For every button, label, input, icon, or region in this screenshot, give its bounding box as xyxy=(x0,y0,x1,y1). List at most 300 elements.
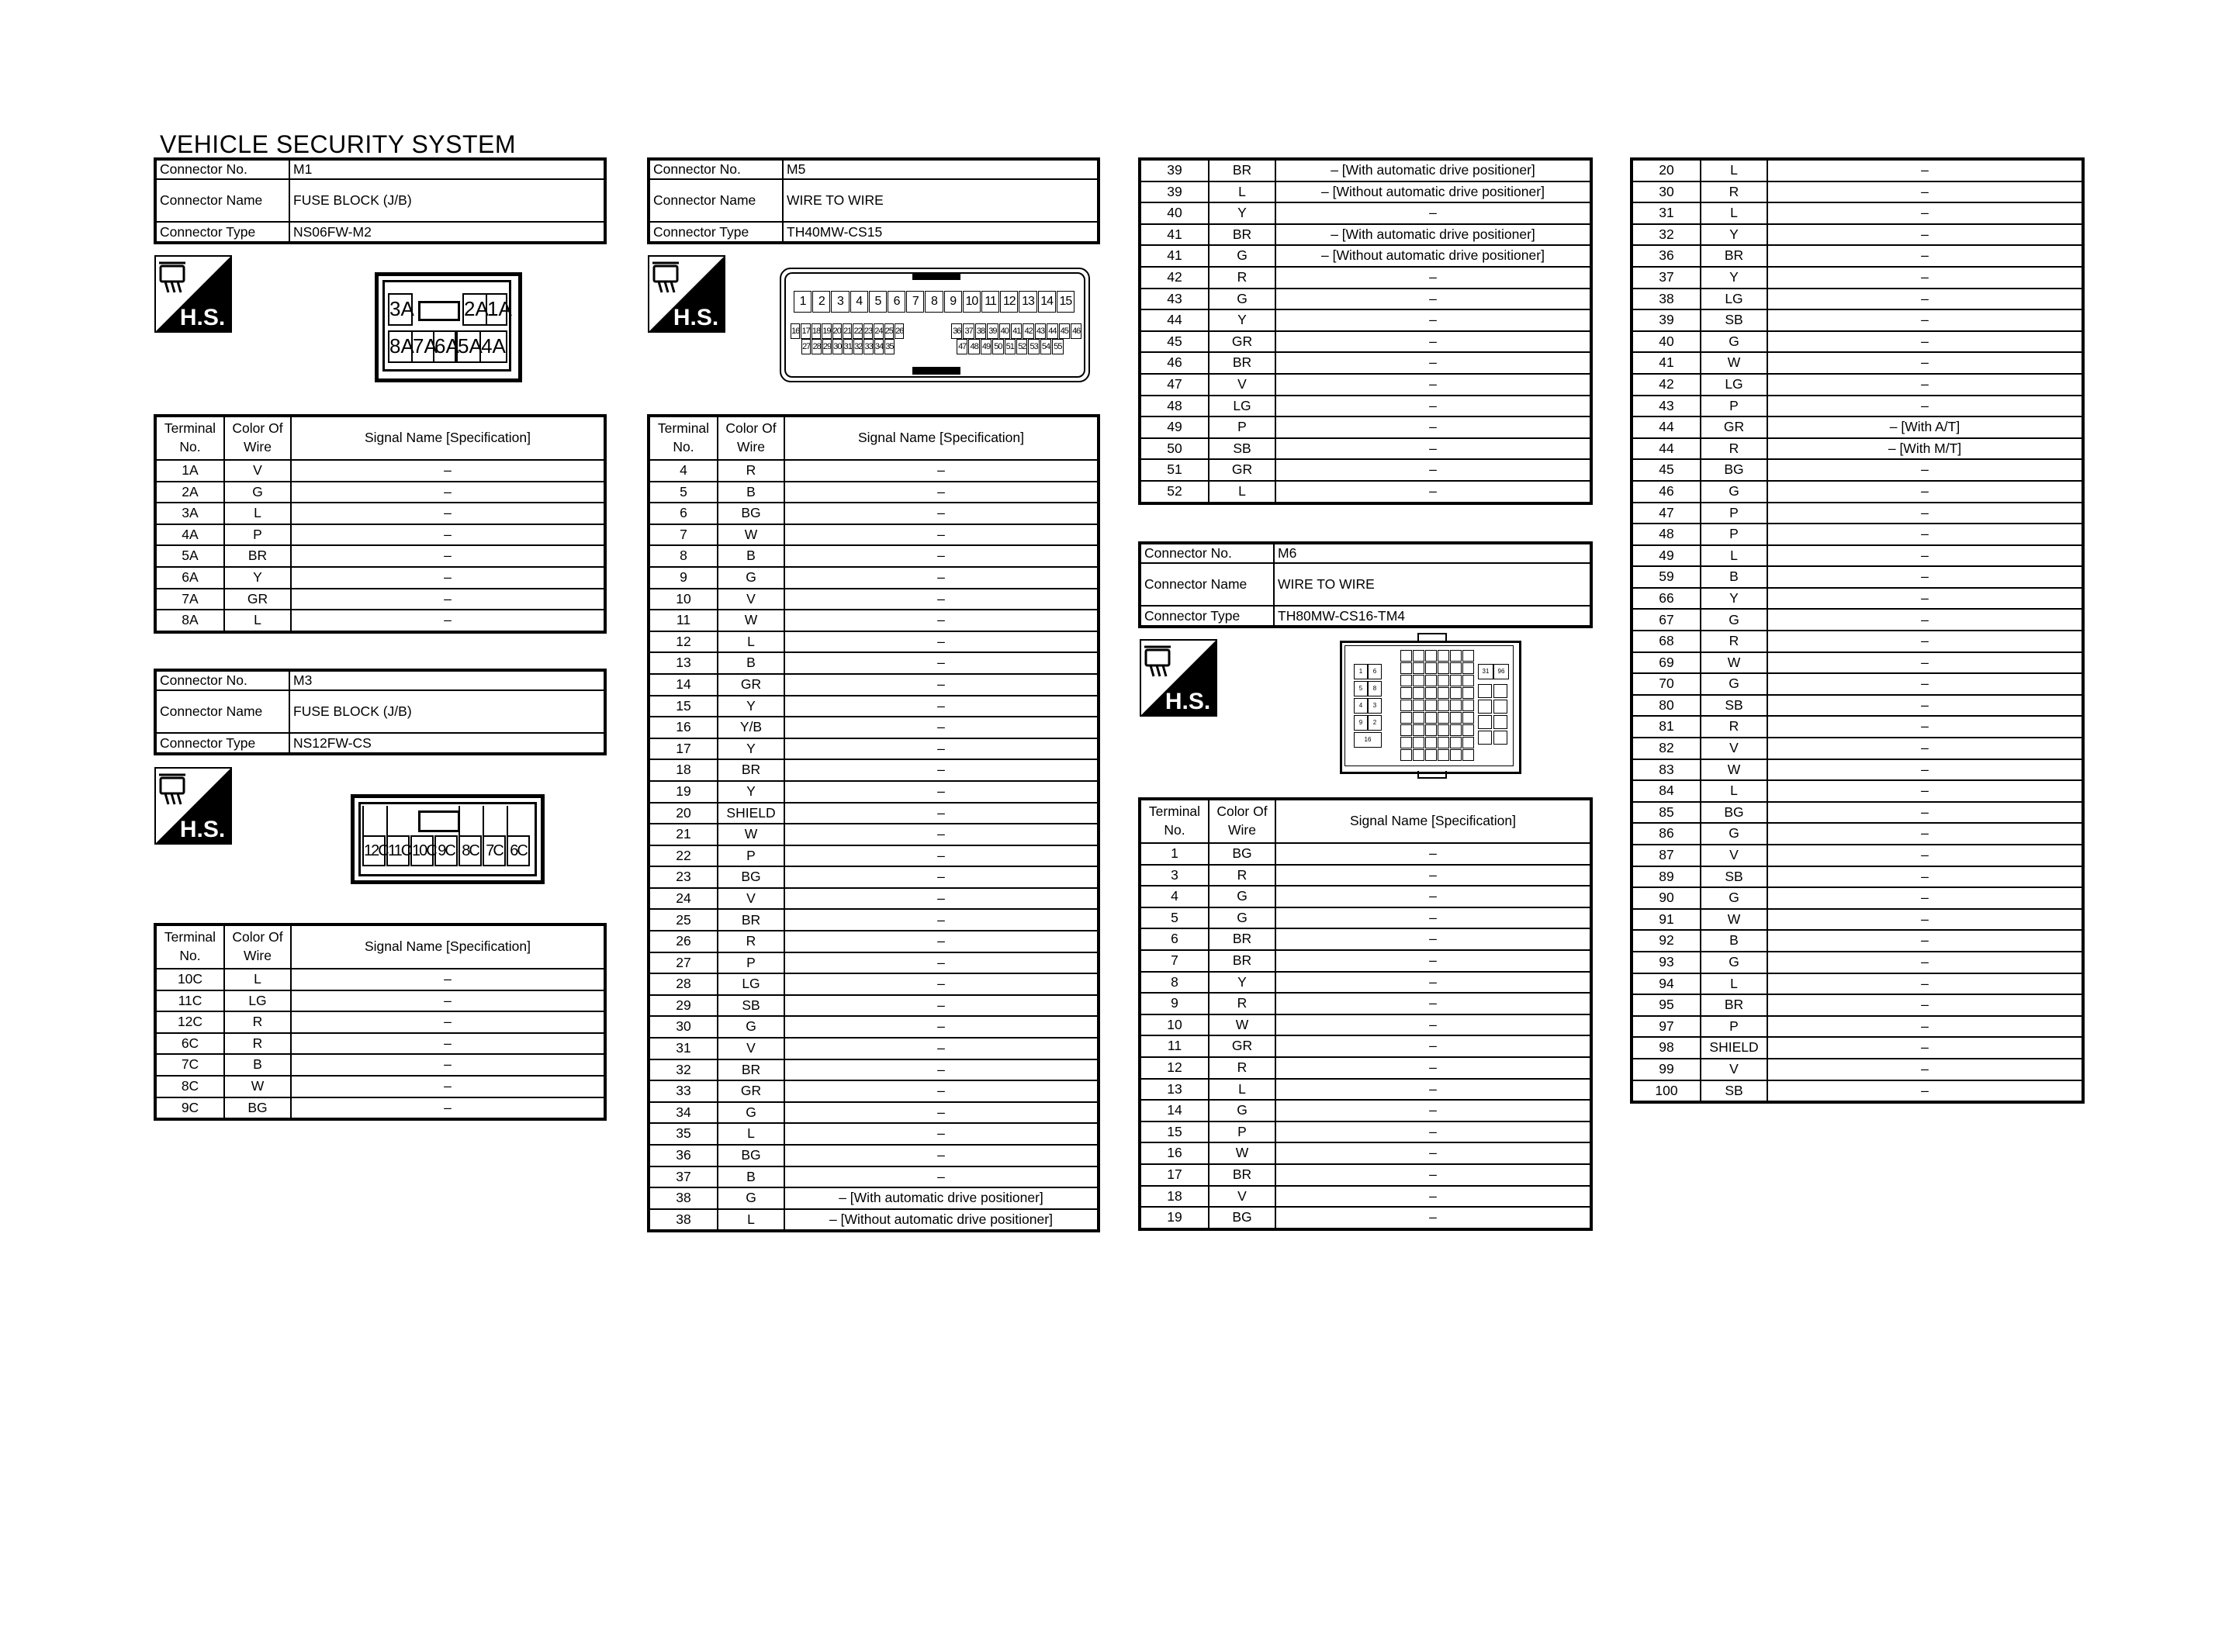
terminal-no: 45 xyxy=(1632,459,1701,481)
table-row xyxy=(1632,631,2083,652)
wire-color: P xyxy=(718,845,784,867)
terminal-no: 59 xyxy=(1632,566,1701,588)
signal-name: – xyxy=(784,717,1099,738)
wire-color: R xyxy=(1209,993,1275,1014)
wire-color: V xyxy=(1701,738,1767,759)
terminal-no: 37 xyxy=(649,1166,718,1188)
table-row xyxy=(649,545,1099,567)
terminal-no: 86 xyxy=(1632,823,1701,845)
signal-name: – xyxy=(784,589,1099,610)
pin-49: 49 xyxy=(981,339,991,354)
table-row xyxy=(649,1187,1099,1209)
signal-name: – xyxy=(784,631,1099,653)
signal-name: – xyxy=(784,1145,1099,1166)
pin-45: 45 xyxy=(1059,323,1070,339)
hs-label: H.S. xyxy=(1164,689,1211,714)
cavity xyxy=(362,806,364,835)
signal-name: – xyxy=(1275,202,1591,224)
terminal-no: 14 xyxy=(649,674,718,696)
wire-color: P xyxy=(224,524,291,546)
terminal-no: 85 xyxy=(1632,802,1701,824)
signal-name: – xyxy=(1275,438,1591,460)
signal-name: – [Without automatic drive positioner] xyxy=(1275,245,1591,267)
signal-name: – xyxy=(1275,289,1591,310)
wire-color: L xyxy=(1701,973,1767,995)
m6-terminal-table-continued xyxy=(1630,157,2085,1104)
connector-no: M3 xyxy=(289,670,605,690)
wire-color: R xyxy=(224,1011,291,1033)
terminal-no: 91 xyxy=(1632,909,1701,931)
table-row xyxy=(1632,952,2083,973)
pin-7C: 7C xyxy=(483,835,506,866)
signal-name: – xyxy=(1767,930,2083,952)
terminal-no: 30 xyxy=(649,1016,718,1038)
wire-color: G xyxy=(1209,289,1275,310)
cavity xyxy=(386,806,388,835)
signal-name: – xyxy=(1767,759,2083,781)
terminal-no: 8 xyxy=(649,545,718,567)
terminal-no: 36 xyxy=(649,1145,718,1166)
terminal-no: 67 xyxy=(1632,609,1701,631)
signal-name: – xyxy=(1767,352,2083,374)
table-row xyxy=(1632,780,2083,802)
pin-cell xyxy=(1462,737,1474,748)
pin-cell xyxy=(1400,724,1412,736)
table-row xyxy=(1632,438,2083,460)
pin-1A: 1A xyxy=(486,293,507,326)
terminal-no: 42 xyxy=(1632,374,1701,396)
wire-color: SB xyxy=(718,995,784,1017)
pin-5: 5 xyxy=(869,291,887,313)
pin-cell xyxy=(1400,687,1412,699)
table-row xyxy=(1632,1080,2083,1103)
pin-cell xyxy=(1462,749,1474,761)
table-row xyxy=(649,1102,1099,1124)
signal-name: – xyxy=(1275,843,1591,865)
signal-name: – xyxy=(1767,823,2083,845)
wire-color: Y xyxy=(718,738,784,760)
signal-name: – xyxy=(1767,1080,2083,1103)
wire-color: W xyxy=(718,610,784,631)
pin-47: 47 xyxy=(957,339,967,354)
table-row xyxy=(1632,267,2083,289)
signal-name: – xyxy=(291,460,605,482)
table-row xyxy=(649,1080,1099,1102)
terminal-no: 1A xyxy=(155,460,224,482)
terminal-no: 10 xyxy=(1140,1014,1209,1036)
table-row xyxy=(1140,159,1591,181)
cavity xyxy=(459,806,460,835)
terminal-no: 70 xyxy=(1632,673,1701,695)
wire-color: BR xyxy=(1209,950,1275,972)
signal-name: – xyxy=(1767,309,2083,331)
table-row xyxy=(649,952,1099,974)
terminal-no: 12C xyxy=(155,1011,224,1033)
pin-cell xyxy=(1478,684,1492,698)
cavity xyxy=(507,806,508,835)
wire-color: GR xyxy=(718,1080,784,1102)
wire-color: GR xyxy=(1209,1035,1275,1057)
connector-name: WIRE TO WIRE xyxy=(1274,563,1591,606)
signal-name: – xyxy=(784,545,1099,567)
connector-type-label: Connector Type xyxy=(649,222,783,243)
connector-type-label: Connector Type xyxy=(155,222,289,243)
table-row xyxy=(649,717,1099,738)
pin-cell xyxy=(1425,712,1437,724)
pin-52: 52 xyxy=(1016,339,1027,354)
terminal-no: 32 xyxy=(649,1059,718,1081)
pin-cell xyxy=(1478,715,1492,729)
connector-type: NS12FW-CS xyxy=(289,733,605,754)
signal-name: – xyxy=(784,460,1099,482)
pin-25: 25 xyxy=(884,323,894,339)
wire-color: V xyxy=(718,589,784,610)
pin-8C: 8C xyxy=(459,835,482,866)
signal-name: – xyxy=(291,482,605,503)
signal-name: – xyxy=(784,567,1099,589)
wire-color: G xyxy=(1209,886,1275,907)
wire-color: SHIELD xyxy=(718,803,784,824)
signal-name: – xyxy=(1767,374,2083,396)
terminal-no: 44 xyxy=(1140,309,1209,331)
wire-color: R xyxy=(718,460,784,482)
terminal-no: 33 xyxy=(649,1080,718,1102)
connector-type-label: Connector Type xyxy=(1140,606,1274,627)
wire-color: SB xyxy=(1209,438,1275,460)
wire-color: G xyxy=(718,567,784,589)
terminal-no: 44 xyxy=(1632,438,1701,460)
pin-3: 3 xyxy=(831,291,849,313)
wire-color: LG xyxy=(718,973,784,995)
pin-53: 53 xyxy=(1028,339,1039,354)
signal-name: – xyxy=(1275,331,1591,353)
pin-12: 12 xyxy=(1000,291,1018,313)
pin-32: 32 xyxy=(853,339,863,354)
wire-color: BR xyxy=(718,909,784,931)
pin-cell xyxy=(1425,675,1437,686)
wire-color: BG xyxy=(718,866,784,888)
signal-name: – xyxy=(784,524,1099,546)
pin-50: 50 xyxy=(992,339,1003,354)
terminal-no: 18 xyxy=(649,759,718,781)
signal-name: – xyxy=(784,888,1099,910)
wire-color: BG xyxy=(1209,843,1275,865)
table-row xyxy=(1632,866,2083,888)
pin-cell xyxy=(1438,662,1449,674)
connector-type: NS06FW-M2 xyxy=(289,222,605,243)
table-row xyxy=(1632,994,2083,1016)
signal-name: – xyxy=(784,1080,1099,1102)
table-row xyxy=(1140,396,1591,417)
latch-top xyxy=(1417,633,1447,642)
signal-header: Signal Name [Specification] xyxy=(1275,799,1591,843)
terminal-no: 14 xyxy=(1140,1100,1209,1121)
pin-1: 1 xyxy=(1354,664,1368,679)
signal-name: – xyxy=(1767,673,2083,695)
terminal-no: 5A xyxy=(155,545,224,567)
wire-color: V xyxy=(1209,374,1275,396)
signal-name: – xyxy=(291,969,605,990)
pin-cell xyxy=(1450,662,1462,674)
wire-color: P xyxy=(1701,1016,1767,1038)
terminal-no: 42 xyxy=(1140,267,1209,289)
signal-name: – xyxy=(784,845,1099,867)
wire-color: L xyxy=(718,631,784,653)
pin-5A: 5A xyxy=(456,330,481,363)
pin-cell xyxy=(1438,749,1449,761)
wire-color: V xyxy=(224,460,291,482)
terminal-no: 93 xyxy=(1632,952,1701,973)
table-row xyxy=(1140,1207,1591,1229)
signal-name: – xyxy=(1767,1016,2083,1038)
signal-name: – xyxy=(784,1038,1099,1059)
table-row xyxy=(1140,416,1591,438)
wire-color: W xyxy=(1701,352,1767,374)
signal-name: – xyxy=(1767,545,2083,567)
wire-color: R xyxy=(1209,865,1275,886)
connector-no-label: Connector No. xyxy=(1140,543,1274,563)
pin-cell xyxy=(1493,684,1507,698)
terminal-no: 13 xyxy=(649,652,718,674)
pin-19: 19 xyxy=(822,323,831,339)
wire-color: G xyxy=(1701,331,1767,353)
table-row xyxy=(649,1016,1099,1038)
terminal-no: 16 xyxy=(1140,1142,1209,1164)
pin-48: 48 xyxy=(968,339,979,354)
wire-color: R xyxy=(224,1033,291,1055)
terminal-no: 16 xyxy=(649,717,718,738)
signal-name: – xyxy=(784,803,1099,824)
table-row xyxy=(1632,289,2083,310)
signal-name: – [With A/T] xyxy=(1767,416,2083,438)
pin-33: 33 xyxy=(863,339,873,354)
wire-color: L xyxy=(1209,481,1275,503)
wire-color: L xyxy=(718,1123,784,1145)
terminal-no: 40 xyxy=(1140,202,1209,224)
pin-22: 22 xyxy=(853,323,862,339)
terminal-no: 20 xyxy=(649,803,718,824)
terminal-no: 8 xyxy=(1140,972,1209,994)
signal-name: – xyxy=(1275,928,1591,950)
pin-18: 18 xyxy=(812,323,821,339)
table-row xyxy=(155,460,605,482)
signal-name: – xyxy=(1275,865,1591,886)
wire-color: B xyxy=(718,482,784,503)
pin-15: 15 xyxy=(1057,291,1075,313)
wire-color: Y xyxy=(1701,224,1767,246)
terminal-no: 44 xyxy=(1632,416,1701,438)
wire-color: V xyxy=(1701,1059,1767,1080)
signal-name: – xyxy=(784,866,1099,888)
table-row xyxy=(1140,1142,1591,1164)
table-row xyxy=(1140,267,1591,289)
terminal-no: 41 xyxy=(1140,224,1209,246)
pin-36: 36 xyxy=(951,323,962,339)
signal-name: – xyxy=(1767,631,2083,652)
terminal-no: 49 xyxy=(1140,416,1209,438)
connector-type: TH40MW-CS15 xyxy=(783,222,1099,243)
signal-header: Signal Name [Specification] xyxy=(784,416,1099,460)
terminal-no: 87 xyxy=(1632,845,1701,866)
wire-color: L xyxy=(224,503,291,524)
wire-color: P xyxy=(1209,1121,1275,1143)
signal-name: – xyxy=(1767,652,2083,674)
terminal-no: 100 xyxy=(1632,1080,1701,1103)
wire-color: BR xyxy=(224,545,291,567)
table-row xyxy=(1140,1014,1591,1036)
wire-color: P xyxy=(718,952,784,974)
wire-color: BG xyxy=(718,1145,784,1166)
m1-connector-face xyxy=(375,272,522,382)
pin-cell xyxy=(1400,737,1412,748)
signal-name: – xyxy=(1767,588,2083,610)
wire-color: Y xyxy=(1209,972,1275,994)
wire-color: B xyxy=(718,652,784,674)
signal-name: – xyxy=(1767,887,2083,909)
pin-cell xyxy=(1438,700,1449,711)
pin-37: 37 xyxy=(963,323,974,339)
terminal-no: 24 xyxy=(649,888,718,910)
signal-name: – xyxy=(1275,1164,1591,1186)
m6-connector-face xyxy=(1340,633,1521,780)
table-row xyxy=(1632,609,2083,631)
terminal-no: 23 xyxy=(649,866,718,888)
cavity xyxy=(483,806,484,835)
terminal-no: 41 xyxy=(1140,245,1209,267)
wire-color: GR xyxy=(1209,331,1275,353)
table-row xyxy=(649,589,1099,610)
wire-color: L xyxy=(224,969,291,990)
terminal-no: 19 xyxy=(649,781,718,803)
terminal-no: 3A xyxy=(155,503,224,524)
table-row xyxy=(1140,202,1591,224)
terminal-no: 99 xyxy=(1632,1059,1701,1080)
color-header: Color Of Wire xyxy=(1209,799,1275,843)
pin-8: 8 xyxy=(1368,681,1382,696)
table-row xyxy=(155,1033,605,1055)
table-row xyxy=(155,482,605,503)
wire-color: BR xyxy=(1209,159,1275,181)
terminal-no: 9C xyxy=(155,1097,224,1120)
wire-color: B xyxy=(1701,566,1767,588)
pin-41: 41 xyxy=(1011,323,1022,339)
signal-name: – xyxy=(1275,459,1591,481)
pin-51: 51 xyxy=(1005,339,1016,354)
table-row xyxy=(649,738,1099,760)
pin-4: 4 xyxy=(1354,698,1368,714)
wire-color: G xyxy=(1701,481,1767,503)
table-row xyxy=(1140,950,1591,972)
table-row xyxy=(1632,973,2083,995)
signal-name: – xyxy=(1275,950,1591,972)
table-row xyxy=(1632,738,2083,759)
wire-color: BR xyxy=(1701,994,1767,1016)
wire-color: Y xyxy=(718,781,784,803)
table-row xyxy=(1632,1016,2083,1038)
table-row xyxy=(1632,759,2083,781)
wire-color: V xyxy=(1701,845,1767,866)
connector-type-label: Connector Type xyxy=(155,733,289,754)
pin-10C: 10C xyxy=(410,835,434,866)
pin-55: 55 xyxy=(1052,339,1063,354)
pin-cell xyxy=(1462,662,1474,674)
pin-11C: 11C xyxy=(386,835,410,866)
table-row xyxy=(1140,1186,1591,1208)
signal-name: – xyxy=(291,1097,605,1120)
pin-7: 7 xyxy=(906,291,924,313)
terminal-no: 10C xyxy=(155,969,224,990)
pin-9: 9 xyxy=(944,291,962,313)
m5-terminal-table-continued xyxy=(1138,157,1593,505)
signal-name: – xyxy=(1767,695,2083,717)
wire-color: Y xyxy=(224,567,291,589)
wire-color: BR xyxy=(1701,245,1767,267)
terminal-no: 98 xyxy=(1632,1037,1701,1059)
table-row xyxy=(1632,588,2083,610)
terminal-no: 39 xyxy=(1140,159,1209,181)
table-row xyxy=(649,1038,1099,1059)
table-row xyxy=(649,696,1099,717)
pin-cell xyxy=(1400,675,1412,686)
terminal-no: 83 xyxy=(1632,759,1701,781)
signal-name: – xyxy=(1275,1142,1591,1164)
terminal-no: 3 xyxy=(1140,865,1209,886)
wire-color: SB xyxy=(1701,866,1767,888)
wire-color: Y xyxy=(1209,309,1275,331)
signal-name: – xyxy=(1767,780,2083,802)
pin-cell xyxy=(1462,712,1474,724)
terminal-no: 26 xyxy=(649,931,718,952)
terminal-no: 4 xyxy=(649,460,718,482)
terminal-no: 49 xyxy=(1632,545,1701,567)
pin-cell xyxy=(1438,724,1449,736)
connector-name: FUSE BLOCK (J/B) xyxy=(289,690,605,733)
pin-29: 29 xyxy=(822,339,832,354)
pin-11: 11 xyxy=(981,291,999,313)
terminal-no: 8C xyxy=(155,1076,224,1097)
m3-info xyxy=(154,669,607,755)
signal-name: – xyxy=(1767,224,2083,246)
signal-name: – xyxy=(784,1102,1099,1124)
table-row xyxy=(1140,374,1591,396)
pin-cell xyxy=(1450,700,1462,711)
table-row xyxy=(649,759,1099,781)
signal-header: Signal Name [Specification] xyxy=(291,416,605,460)
signal-name: – xyxy=(1275,972,1591,994)
terminal-no: 7 xyxy=(649,524,718,546)
color-header: Color Of Wire xyxy=(224,924,291,969)
table-row xyxy=(1140,1121,1591,1143)
table-row xyxy=(1140,1100,1591,1121)
wire-color: Y xyxy=(1701,588,1767,610)
terminal-no: 48 xyxy=(1140,396,1209,417)
pin-21: 21 xyxy=(843,323,852,339)
wire-color: G xyxy=(1701,952,1767,973)
wire-color: R xyxy=(1701,438,1767,460)
m6-info xyxy=(1138,541,1593,628)
pin-cell xyxy=(1413,712,1424,724)
terminal-no: 11C xyxy=(155,990,224,1012)
terminal-no: 97 xyxy=(1632,1016,1701,1038)
table-row xyxy=(1632,652,2083,674)
wire-color: V xyxy=(718,888,784,910)
pin-cell xyxy=(1438,650,1449,662)
terminal-no: 4A xyxy=(155,524,224,546)
signal-name: – xyxy=(291,1076,605,1097)
signal-name: – xyxy=(291,589,605,610)
pin-34: 34 xyxy=(874,339,884,354)
pin-cell xyxy=(1493,731,1507,745)
